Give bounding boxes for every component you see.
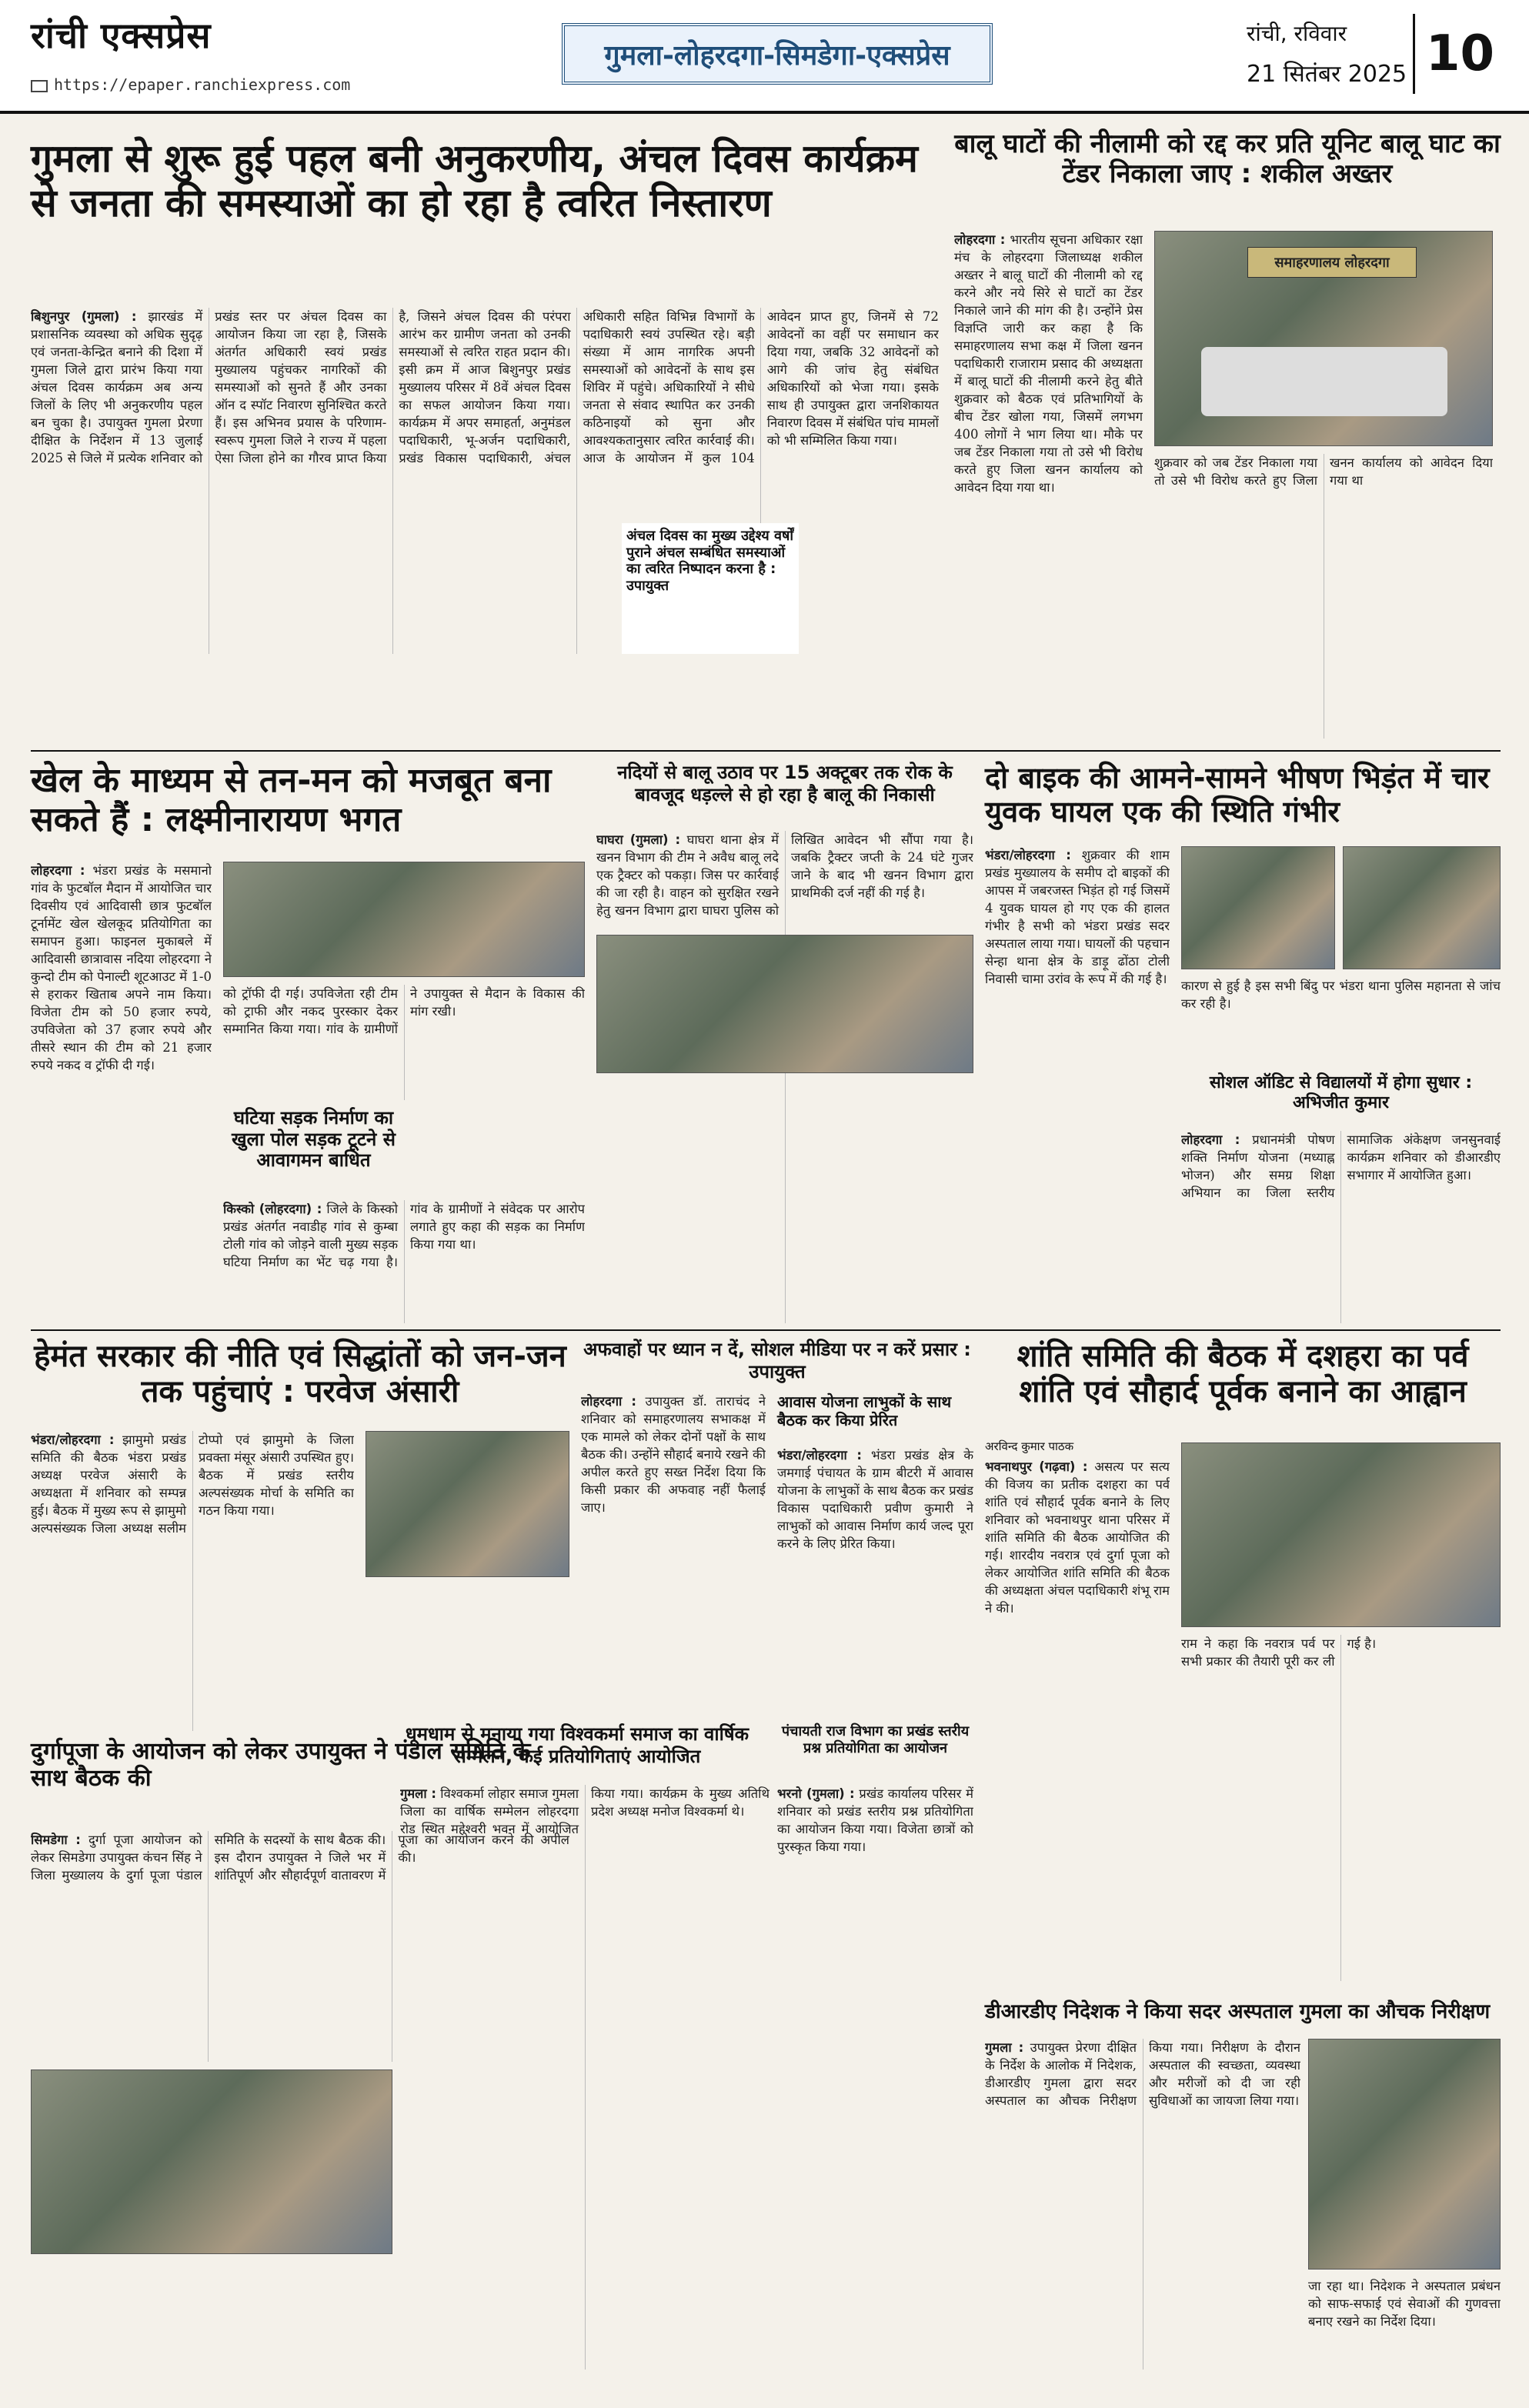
fakenews-text: उपायुक्त डॉ. ताराचंद ने शनिवार को समाहरणालय सभाकक्ष में एक मामले को लेकर दोनों पक्षों के साथ बैठक की। उन्होंने सौहार्द बनाये रखने की अपील करते हुए सख्त निर्देश दिया कि किसी प्रकार की अफवाह नहीं फैलाई जाए। xyxy=(581,1394,766,1515)
issue-date: 21 सितंबर 2025 xyxy=(1247,61,1407,88)
pull-quote-title: अंचल दिवस का मुख्य उद्देश्य वर्षों पुराने अंचल सम्बंधित समस्याओं का त्वरित निष्पादन करना है : उपायुक्त xyxy=(626,528,794,594)
audit-headline: सोशल ऑडिट से विद्यालयों में होगा सुधार : अभिजीत कुमार xyxy=(1209,1073,1473,1113)
road-dateline: किस्को (लोहरदगा) : xyxy=(223,1202,322,1216)
river-headline: नदियों से बालू उठाव पर 15 अक्टूबर तक रोक के बावजूद धड़ल्ले से हो रहा है बालू की निकासी xyxy=(617,762,953,805)
browser-icon xyxy=(31,80,48,92)
dussehra-dateline: भवनाथपुर (गढ़वा) : xyxy=(985,1459,1088,1474)
bike-photo-1 xyxy=(1181,846,1335,969)
durga-dateline: सिमडेगा : xyxy=(31,1833,81,1847)
sand-caption-text: शुक्रवार को जब टेंडर निकाला गया तो उसे भी विरोध करते हुए जिला खनन कार्यालय को आवेदन दिया गया था xyxy=(1154,455,1493,488)
lead-text: झारखंड में प्रशासनिक व्यवस्था को अधिक सुदृढ़ एवं जनता-केन्द्रित बनाने की दिशा में गुमला जिले द्वारा प्रारंभ किया गया अंचल दिवस कार्यक्रम अब अन्य जिलों के लिए भी अनुकरणीय पहल बन चुका है। उपायुक्त गुमला प्रेरणा दीक्षित के निर्देशन में 13 जुलाई 2025 से जिले में प्रत्येक शनिवार को प्रखंड स्तर पर अंचल दिवस का आयोजन किया जा रहा है, जिसके अंतर्गत अधिकारी स्वयं प्रखंड मुख्यालय पहुंचकर नागरिकों की समस्याओं को सुनते हैं और उनका ऑन द स्पॉट निवारण सुनिश्चित करते हैं। इस अभिनव प्रयास के परिणाम-स्वरूप गुमला जिले ने राज्य में पहला ऐसा जिला होने का गौरव प्राप्त किया है, जिसने अंचल दिवस की परंपरा आरंभ कर ग्रामीण जनता को उनकी समस्याओं से त्वरित राहत प्रदान की। इसी क्रम में आज बिशुनपुर प्रखंड मुख्यालय परिसर में 8वें अंचल दिवस का सफल आयोजन किया गया। कार्यक्रम में अपर समाहर्ता, अनुमंडल पदाधिकारी, भू-अर्जन पदाधिकारी, प्रखंड विकास पदाधिकारी, अंचल अधिकारी सहित विभिन्न विभागों के पदाधिकारी स्वयं उपस्थित रहे। बड़ी संख्या में आम नागरिक अपनी समस्याओं को आवेदनों के साथ इस शिविर में पहुंचे। अधिकारियों ने सीधे जनता से संवाद स्थापित कर उनकी कठिनाइयों को सुना और आवश्यकतानुसार त्वरित कार्रवाई की। आज के आयोजन में कुल 104 आवेदन प्राप्त हुए, जिनमें से 72 आवेदनों का वहीं पर समाधान कर दिया गया, जबकि 32 आवेदनों को आगे की जांच हेतु संबंधित अधिकारियों को भेजा गया। इसके साथ ही उपायुक्त द्वारा जनशिकायत निवारण दिवस में संबंधित पांच मामलों को भी सम्मिलित किया गया। xyxy=(31,309,939,465)
dussehra-author: अरविन्द कुमार पाठक xyxy=(985,1439,1074,1453)
road-body xyxy=(223,1200,585,1323)
hospital-body xyxy=(985,2039,1300,2370)
housing-text: भंडरा प्रखंड क्षेत्र के जमगाई पंचायत के ग्राम बीटरी में आवास योजना के लाभुकों के साथ बैठक कर प्रखंड विकास पदाधिकारी प्रवीण कुमारी ने लाभुकों को आवास निर्माण कार्य जल्द पूरा करने के लिए प्रेरित किया। xyxy=(777,1448,973,1551)
fakenews-headline: अफवाहों पर ध्यान न दें, सोशल मीडिया पर न करें प्रसार : उपायुक्त xyxy=(583,1339,971,1382)
fakenews-body xyxy=(581,1392,766,1716)
hospital-caption-text: जा रहा था। निदेशक ने अस्पताल प्रबंधन को साफ-सफाई एवं सेवाओं की गुणवत्ता बनाए रखने का निर्देश दिया। xyxy=(1308,2279,1501,2329)
sports-caption xyxy=(223,985,585,1100)
sand-headline: बालू घाटों की नीलामी को रद्द कर प्रति यूनिट बालू घाट का टेंडर निकाला जाए : शकील अख्तर xyxy=(954,128,1501,190)
section-banner: गुमला-लोहरदगा-सिमडेगा-एक्सप्रेस xyxy=(562,23,993,85)
hospital-caption xyxy=(1308,2277,1501,2370)
road-text: जिले के किस्को प्रखंड अंतर्गत नवाडीह गांव से कुम्बा टोली गांव को जोड़ने वाली मुख्य सड़क घटिया निर्माण का भेंट चढ़ गया है। गांव के ग्रामीणों ने संवेदक पर आरोप लगाते हुए कहा की सड़क का निर्माण किया गया था। xyxy=(223,1202,585,1269)
masthead xyxy=(0,0,1529,114)
river-body xyxy=(596,831,973,1323)
sand-text: भारतीय सूचना अधिकार रक्षा मंच के लोहरदगा जिलाध्यक्ष शकील अख्तर ने बालू घाटों की नीलामी को रद्द करने और नये सिरे से घाटों का टेंडर निकाले जाने की मांग की है। उन्होंने प्रेस विज्ञप्ति जारी कर कहा है कि समाहरणालय सभा कक्ष में जिला खनन पदाधिकारी राजाराम प्रसाद की अध्यक्षता में बालू घाटों की नीलामी करने हेतु बीते शुक्रवार को बैठक एवं प्रतिभागियों के बीच टेंडर खोला गया, जिसमें लगभग 400 लोगों ने भाग लिया था। मौके पर जब टेंडर निकाला गया तो उसे भी विरोध करते हुए जिला खनन कार्यालय को आवेदन दिया गया था। xyxy=(954,232,1143,495)
bike-photo-2 xyxy=(1343,846,1501,969)
panchayat-body xyxy=(777,1785,973,2370)
sports-caption-text: को ट्रॉफी दी गई। उपविजेता रही टीम को ट्राफी और नकद पुरस्कार देकर सम्मानित किया गया। गांव के ग्रामीणों ने उपायुक्त से मैदान के विकास की मांग रखी। xyxy=(223,986,585,1036)
divider xyxy=(31,750,1501,752)
housing-headline: आवास योजना लाभुकों के साथ बैठक कर किया प्रेरित xyxy=(777,1392,952,1429)
vishwakarma-body xyxy=(400,1785,770,2370)
audit-dateline: लोहरदगा : xyxy=(1181,1132,1240,1147)
panchayat-headline: पंचायती राज विभाग का प्रखंड स्तरीय प्रश्न प्रतियोगिता का आयोजन xyxy=(781,1723,970,1756)
dussehra-body xyxy=(985,1458,1170,1981)
vishwakarma-text: विश्वकर्मा लोहार समाज गुमला जिला का वार्षिक सम्मेलन लोहरदगा रोड स्थित महेश्वरी भवन में आयोजित किया गया। कार्यक्रम के मुख्य अतिथि प्रदेश अध्यक्ष मनोज विश्वकर्मा थे। xyxy=(400,1786,770,1836)
sand-photo xyxy=(1154,231,1493,446)
sports-photo xyxy=(223,862,585,977)
sand-body xyxy=(954,231,1143,739)
road-headline: घटिया सड़क निर्माण का खुला पोल सड़क टूटने से आवागमन बाधित xyxy=(232,1107,396,1172)
hemant-text: झामुमो प्रखंड समिति की बैठक भंडरा प्रखंड अध्यक्ष परवेज अंसारी के अध्यक्षता में शनिवार को सम्पन्न हुई। बैठक में मुख्य रूप से झामुमो अल्पसंख्यक जिला अध्यक्ष सलीम टोप्पो एवं झामुमो के जिला प्रवक्ता मंसूर अंसारी उपस्थित हुए। बैठक में प्रखंड स्तरीय अल्पसंख्यक मोर्चा के समिति का गठन किया गया। xyxy=(31,1432,354,1536)
bike-dateline: भंडरा/लोहरदगा : xyxy=(985,848,1071,862)
sports-headline: खेल के माध्यम से तन-मन को मजबूत बना सकते हैं : लक्ष्मीनारायण भगत xyxy=(31,761,552,839)
lead-pull-quote xyxy=(622,523,799,654)
page-number: 10 xyxy=(1413,14,1505,94)
vishwakarma-dateline: गुमला : xyxy=(400,1786,436,1801)
river-text: घाघरा थाना क्षेत्र में खनन विभाग की टीम ने अवैध बालू लदे एक ट्रैक्टर को पकड़ा। जिस पर कार्रवाई की जा रही है। वाहन को सुरक्षित रखने हेतु खनन विभाग द्वारा घाघरा पुलिस को लिखित आवेदन भी सौंपा गया है। जबकि ट्रैक्टर जप्ती के 24 घंटे गुजर जाने के बाद भी खनन विभाग द्वारा प्राथमिकी दर्ज नहीं की गई है। xyxy=(596,832,973,918)
hemant-body xyxy=(31,1431,354,1731)
hospital-headline: डीआरडीए निदेशक ने किया सदर अस्पताल गुमला का औचक निरीक्षण xyxy=(985,2000,1491,2023)
url-text[interactable]: https://epaper.ranchiexpress.com xyxy=(54,75,351,94)
bike-caption-text: कारण से हुई है इस सभी बिंदु पर भंडरा थाना पुलिस महानता से जांच कर रही है। xyxy=(1181,979,1501,1011)
river-photo xyxy=(596,935,973,1073)
river-dateline: घाघरा (गुमला) : xyxy=(596,832,681,847)
audit-text: प्रधानमंत्री पोषण शक्ति निर्माण योजना (मध्याह्न भोजन) और समग्र शिक्षा अभियान का जिला स्तरीय सामाजिक अंकेक्षण जनसुनवाई कार्यक्रम शनिवार को डीआरडीए सभागार में आयोजित हुआ। xyxy=(1181,1132,1501,1200)
hemant-dateline: भंडरा/लोहरदगा : xyxy=(31,1432,115,1447)
sports-text: भंडरा प्रखंड के मसमानो गांव के फुटबॉल मैदान में आयोजित चार दिवसीय एवं आदिवासी छात्र फुटबॉल टूर्नामेंट खेल खेलकूद प्रतियोगिता का समापन हुआ। फाइनल मुकाबले में आदिवासी छात्रावास नदिया लोहरदगा ने कुन्दो टीम को पेनाल्टी शूटआउट में 1-0 से हराकर खिताब अपने नाम किया। विजेता टीम को 50 हजार रुपये, उपविजेता को 37 हजार रुपये और तीसरे स्थान की टीम को 21 हजार रुपये नकद व ट्रॉफी दी गई। xyxy=(31,863,212,1072)
durga-text: दुर्गा पूजा आयोजन को लेकर सिमडेगा उपायुक्त कंचन सिंह ने जिला मुख्यालय के दुर्गा पूजा पंडाल समिति के सदस्यों के साथ बैठक की। इस दौरान उपायुक्त ने जिले भर में शांतिपूर्ण और सौहार्दपूर्ण वातावरण में पूजा का आयोजन करने की अपील की। xyxy=(31,1833,569,1883)
lead-dateline: बिशुनपुर (गुमला) : xyxy=(31,309,137,324)
bike-body xyxy=(985,846,1170,1185)
dussehra-caption-text: राम ने कहा कि नवरात्र पर्व पर सभी प्रकार की तैयारी पूरी कर ली गई है। xyxy=(1181,1636,1377,1669)
housing-dateline: भंडरा/लोहरदगा : xyxy=(777,1448,862,1462)
divider xyxy=(31,1329,1501,1331)
panchayat-text: प्रखंड कार्यालय परिसर में शनिवार को प्रखंड स्तरीय प्रश्न प्रतियोगिता का आयोजन किया गया। विजेता छात्रों को पुरस्कृत किया गया। xyxy=(777,1786,973,1854)
audit-body xyxy=(1181,1131,1501,1323)
fakenews-dateline: लोहरदगा : xyxy=(581,1394,636,1409)
lead-body xyxy=(31,308,939,654)
hospital-photo xyxy=(1308,2039,1501,2270)
dussehra-photo xyxy=(1181,1442,1501,1627)
dussehra-text: असत्य पर सत्य की विजय का प्रतीक दशहरा का पर्व शांति एवं सौहार्द पूर्वक बनाने के लिए शनिवार को भवनाथपुर थाना परिसर में शांति समिति की बैठक आयोजित की गई। शारदीय नवरात्र एवं दुर्गा पूजा को लेकर आयोजित शांति समिति की बैठक की अध्यक्षता अंचल पदाधिकारी शंभू राम ने की। xyxy=(985,1459,1170,1616)
vishwakarma-headline: धूमधाम से मनाया गया विश्वकर्मा समाज का वार्षिक सम्मेलन, कई प्रतियोगिताएं आयोजित xyxy=(405,1723,749,1767)
bike-caption xyxy=(1181,977,1501,1069)
epaper-url[interactable] xyxy=(31,75,350,94)
hospital-dateline: गुमला : xyxy=(985,2040,1024,2055)
bike-text: शुक्रवार की शाम प्रखंड मुख्यालय के समीप दो बाइकों की आपस में जबरजस्त भिड़ंत हो गई जिसमें 4 युवक घायल हो गए एक की हालत गंभीर है सभी को भंडरा प्रखंड सदर अस्पताल लाया गया। घायलों की पहचान सेन्हा थाना क्षेत्र के डाड़ू ढोंठा टोली निवासी चामा उरांव के रूप में की गई है। xyxy=(985,848,1170,986)
vehicle-shape xyxy=(1201,347,1447,416)
sports-body xyxy=(31,862,212,1323)
hemant-photo xyxy=(366,1431,569,1577)
hospital-text: उपायुक्त प्रेरणा दीक्षित के निर्देश के आलोक में निदेशक, डीआरडीए गुमला द्वारा सदर अस्पताल का औचक निरीक्षण किया गया। निरीक्षण के दौरान अस्पताल की स्वच्छता, व्यवस्था और मरीजों को दी जा रही सुविधाओं का जायजा लिया गया। xyxy=(985,2040,1300,2108)
lead-headline: गुमला से शुरू हुई पहल बनी अनुकरणीय, अंचल दिवस कार्यक्रम से जनता की समस्याओं का हो रहा है त्वरित निस्तारण xyxy=(31,136,918,225)
city-day: रांची, रविवार xyxy=(1247,21,1347,46)
hemant-headline: हेमंत सरकार की नीति एवं सिद्धांतों को जन-जन तक पहुंचाएं : परवेज अंसारी xyxy=(34,1339,566,1409)
bike-headline: दो बाइक की आमने-सामने भीषण भिड़ंत में चार युवक घायल एक की स्थिति गंभीर xyxy=(985,761,1490,829)
durga-photo xyxy=(31,2069,392,2254)
dussehra-caption xyxy=(1181,1635,1501,1981)
durga-headline: दुर्गापूजा के आयोजन को लेकर उपायुक्त ने पंडाल समिति के साथ बैठक की xyxy=(31,1738,531,1792)
housing-body xyxy=(777,1446,973,1716)
sports-dateline: लोहरदगा : xyxy=(31,863,85,878)
photo-signboard: समाहरणालय लोहरदगा xyxy=(1247,247,1417,278)
sand-dateline: लोहरदगा : xyxy=(954,232,1006,247)
sand-caption xyxy=(1154,454,1493,739)
newspaper-logo: रांची एक्सप्रेस xyxy=(31,15,212,56)
panchayat-dateline: भरनो (गुमला) : xyxy=(777,1786,855,1801)
dussehra-headline: शांति समिति की बैठक में दशहरा का पर्व शांति एवं सौहार्द पूर्वक बनाने का आह्वान xyxy=(1017,1339,1469,1409)
